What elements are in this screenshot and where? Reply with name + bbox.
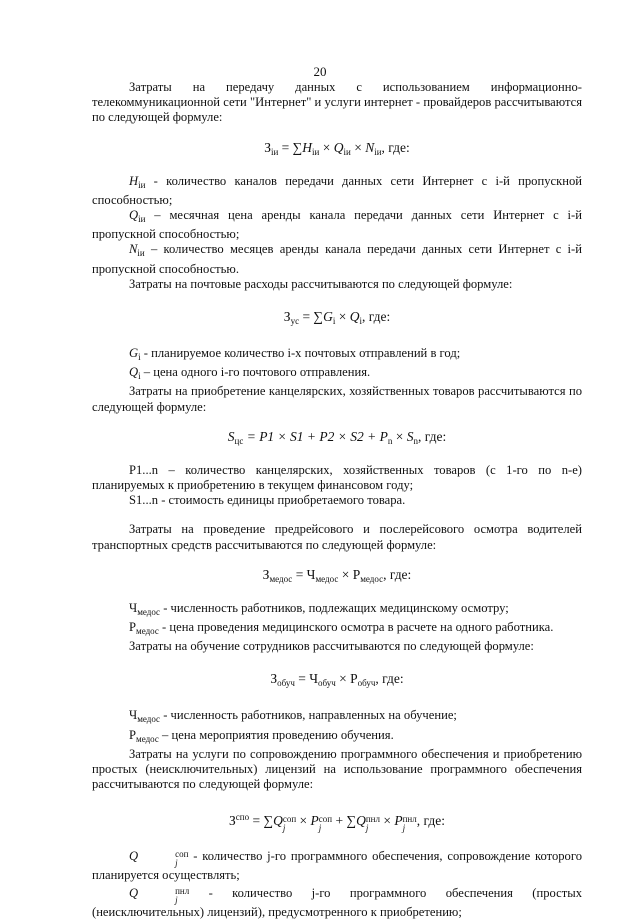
def-text: - количество каналов передачи данных сети Интернет с i-й пропускной способностью;	[92, 173, 582, 207]
definition-n	[92, 242, 582, 276]
def-text: – цена одного i-го почтового отправления.	[140, 365, 371, 380]
def-sub: iи	[137, 248, 145, 259]
formula-lhs-sub: iи	[270, 146, 279, 157]
formula-op: = ∑	[299, 309, 324, 325]
definition-qi	[92, 365, 582, 384]
def-sub: j	[175, 858, 178, 869]
paragraph-training-costs: Затраты на обучение сотрудников рассчитываются по следующей формуле:	[129, 639, 534, 654]
def-var: Ч	[129, 600, 138, 615]
def-text: - численность работников, направленных на обучение;	[160, 708, 457, 723]
formula-index	[403, 815, 417, 833]
formula-sub: j	[402, 823, 406, 834]
formula-lhs: З	[262, 566, 270, 582]
formula-internet	[92, 139, 582, 161]
formula-sub: j	[318, 823, 322, 834]
formula-sup: соп	[318, 814, 333, 825]
formula-var: P	[394, 813, 403, 829]
formula-index	[283, 815, 296, 833]
paragraph-medical-costs: Затраты на проведение предрейсового и послерейсового осмотра водителей транспортных средств рассчитываются по следующей формуле:	[92, 522, 582, 552]
def-sub: iи	[138, 214, 146, 225]
formula-sub: обуч	[318, 678, 336, 689]
definition-r-medos	[92, 620, 582, 639]
formula-lhs: З	[270, 671, 278, 687]
def-sub: медос	[137, 714, 161, 725]
def-sub: iи	[138, 179, 146, 190]
formula-op: = Ч	[294, 671, 319, 687]
def-sup: соп	[175, 849, 189, 860]
paragraph-internet-costs: Затраты на передачу данных с использованием информационно-телекоммуникационной сети "Интернет" и услуги интернет - провайдеров рассчитываются по следующей формуле:	[92, 80, 582, 125]
formula-lhs-sub: обуч	[277, 678, 295, 689]
def-text: - цена проведения медицинского осмотра в расчете на одного работника.	[158, 620, 554, 635]
formula-op: ×	[335, 309, 350, 325]
formula-body: = P1 × S1 + P2 × S2 +	[243, 428, 380, 444]
formula-op: = ∑	[249, 813, 274, 829]
spacer	[92, 508, 582, 522]
formula-op: = ∑	[278, 139, 303, 155]
formula-tail: , где:	[418, 428, 447, 444]
formula-sub: медос	[315, 573, 339, 584]
formula-sub: медос	[360, 573, 384, 584]
formula-sub: n	[387, 435, 393, 446]
formula-lhs-sup: спо	[235, 812, 250, 823]
formula-sub: n	[413, 435, 418, 446]
formula-lhs: S	[227, 428, 235, 444]
def-sub: медос	[136, 626, 159, 637]
def-sub: медос	[137, 606, 161, 617]
formula-stationery	[92, 428, 582, 450]
formula-sub: обуч	[357, 678, 376, 689]
formula-index	[319, 815, 332, 833]
definition-s1n: S1...n - стоимость единицы приобретаемого товара.	[129, 493, 406, 508]
page-number: 20	[313, 64, 327, 79]
formula-op: ×	[392, 428, 407, 444]
def-sup: пнл	[175, 885, 190, 896]
formula-tail: , где:	[383, 566, 412, 582]
formula-lhs-sub: цс	[234, 435, 244, 446]
formula-medical	[92, 566, 582, 588]
def-var: H	[129, 173, 139, 188]
definition-r-training	[92, 728, 582, 747]
formula-sup: пнл	[365, 814, 380, 825]
def-var: Q	[129, 849, 139, 864]
definition-g	[92, 346, 582, 365]
def-text: - количество j-го программного обеспечения (простых (неисключительных) лицензий), предусмотренного к приобретению;	[92, 885, 582, 919]
formula-op: + ∑	[332, 813, 357, 829]
definition-h	[92, 174, 582, 208]
definition-q-pnl	[92, 886, 582, 920]
def-text: - количество j-го программного обеспечения, сопровождение которого планируется осуществлять;	[92, 849, 582, 883]
formula-op: = Ч	[292, 566, 316, 582]
def-text: – месячная цена аренды канала передачи данных сети Интернет с i-й пропускной способностью;	[92, 208, 582, 242]
formula-var: N	[365, 139, 375, 155]
definition-ch-medos	[92, 601, 582, 620]
def-sub: медос	[136, 733, 159, 744]
def-sub: i	[138, 352, 141, 363]
def-var: Q	[129, 208, 139, 223]
formula-op: × Р	[338, 566, 361, 582]
def-var: Р	[129, 620, 137, 635]
def-var: Р	[129, 727, 137, 742]
def-var: N	[129, 242, 138, 257]
formula-software	[92, 808, 582, 833]
def-text: - численность работников, подлежащих медицинскому осмотру;	[160, 600, 509, 615]
formula-var: G	[323, 309, 333, 325]
formula-var: S	[406, 428, 414, 444]
formula-var: P	[310, 813, 319, 829]
formula-lhs: З	[283, 309, 291, 325]
document-body	[92, 80, 582, 920]
formula-op: ×	[350, 139, 366, 155]
def-index	[138, 850, 188, 868]
paragraph-software-costs: Затраты на услуги по сопровождению программного обеспечения и приобретению простых (неисключительных) лицензий на использование программного обеспечения рассчитываются по следующей формуле:	[92, 746, 582, 792]
formula-sup: пнл	[402, 814, 417, 825]
formula-op: ×	[296, 813, 311, 829]
formula-index	[366, 815, 380, 833]
formula-lhs: З	[229, 813, 236, 829]
formula-sub: i	[359, 316, 362, 327]
def-var: Ч	[129, 708, 138, 723]
formula-var: Q	[333, 139, 344, 155]
def-var: G	[129, 346, 139, 361]
formula-var: H	[302, 139, 313, 155]
def-text: – цена мероприятия проведению обучения.	[158, 727, 394, 742]
definition-p1n: P1...n – количество канцелярских, хозяйственных товаров (с 1-го по n-е) планируемых к приобретению в текущем финансовом году;	[92, 462, 582, 493]
definition-ch-training	[92, 708, 582, 727]
formula-op: × Р	[335, 671, 358, 687]
formula-sub: j	[282, 823, 286, 834]
formula-var: P	[379, 428, 388, 444]
formula-tail: , где:	[375, 671, 404, 687]
formula-postal	[92, 308, 582, 330]
formula-op: ×	[319, 139, 334, 155]
def-text: - планируемое количество i-х почтовых отправлений в год;	[140, 346, 461, 361]
formula-sub: iи	[312, 146, 320, 157]
formula-tail: , где:	[361, 309, 391, 325]
formula-var: Q	[356, 813, 366, 829]
definition-q-sop	[92, 849, 582, 883]
formula-sub: j	[365, 823, 369, 834]
paragraph-postal-costs: Затраты на почтовые расходы рассчитываются по следующей формуле:	[129, 276, 513, 291]
formula-sub: iи	[343, 146, 351, 157]
formula-lhs: З	[264, 139, 271, 155]
formula-lhs-sub: медос	[269, 573, 293, 584]
formula-sub: i	[332, 316, 336, 327]
formula-sup: соп	[282, 814, 297, 825]
def-var: Q	[129, 365, 139, 380]
def-text: – количество месяцев аренды канала передачи данных сети Интернет с i-й пропускной способностью.	[92, 242, 582, 276]
formula-sub: iи	[374, 146, 382, 157]
formula-tail: , где:	[381, 139, 410, 155]
paragraph-stationery-costs: Затраты на приобретение канцелярских, хозяйственных товаров рассчитываются по следующей формуле:	[92, 384, 582, 414]
formula-training	[92, 670, 582, 692]
formula-tail: , где:	[416, 813, 445, 829]
def-sub: j	[175, 894, 178, 905]
def-var: Q	[129, 885, 139, 900]
formula-var: Q	[273, 813, 283, 829]
definition-q	[92, 208, 582, 242]
def-index	[138, 887, 189, 905]
def-sub: i	[138, 371, 141, 382]
formula-var: Q	[349, 309, 360, 325]
formula-op: ×	[379, 813, 395, 829]
formula-lhs-sub: ус	[290, 316, 300, 327]
